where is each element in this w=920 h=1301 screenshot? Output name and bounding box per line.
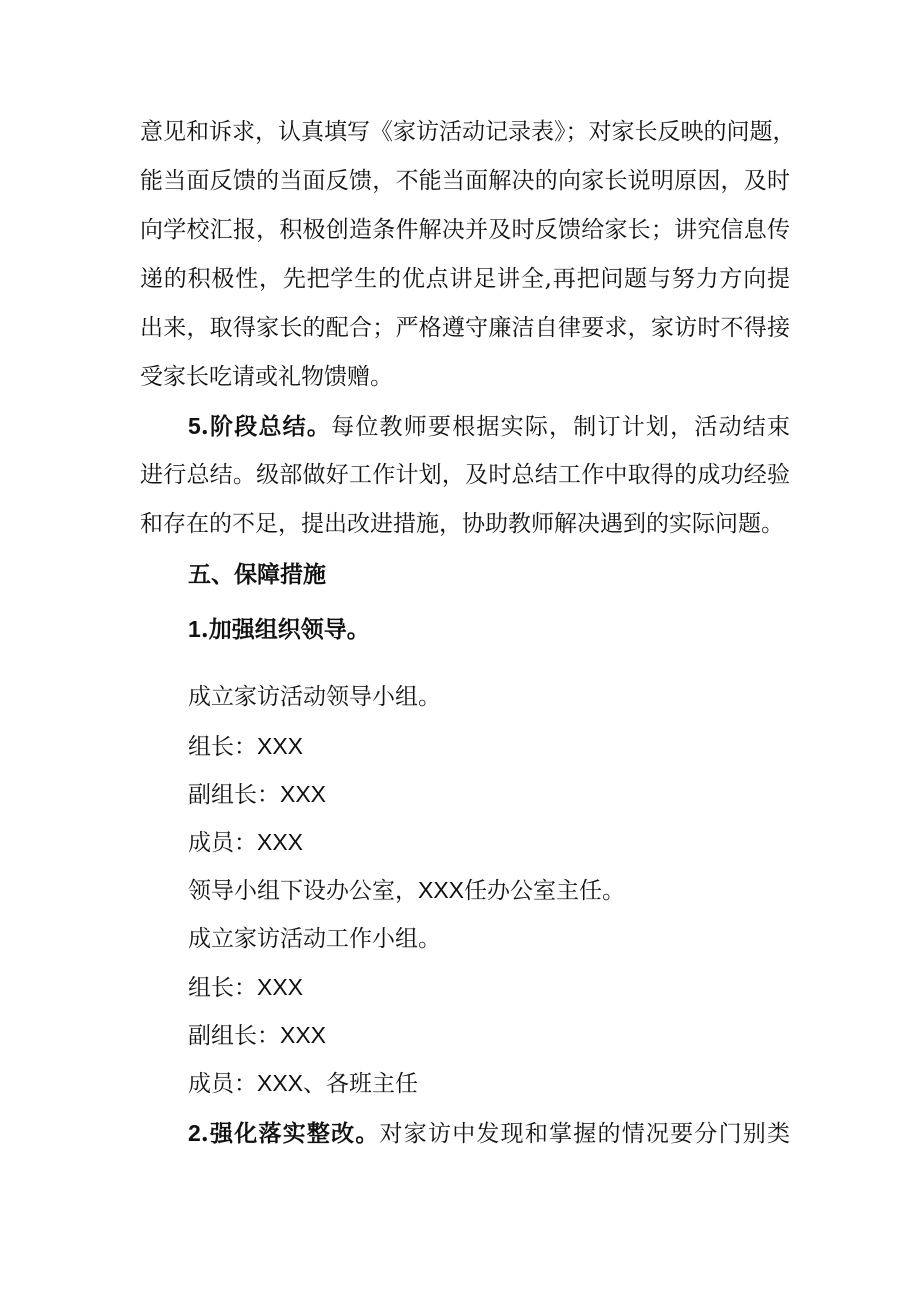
measure-2-number: 2 (188, 1120, 201, 1146)
paragraph-line: 和存在的不足，提出改进措施，协助教师解决遇到的实际问题。 (140, 511, 784, 537)
office-post: 任办公室主任。 (464, 878, 626, 904)
measure-2-text: 对家访中发现和掌握的情况要分门别类 (379, 1121, 791, 1147)
measure-2-title: .强化落实整改。 (200, 1120, 380, 1147)
deputy-label: 副组长： (188, 1023, 280, 1049)
leading-group-office (188, 875, 625, 906)
leader-label: 组长： (188, 975, 257, 1001)
leader-value: XXX (257, 974, 304, 1000)
paragraph-line: 向学校汇报，积极创造条件解决并及时反馈给家长；讲究信息传 (140, 217, 790, 243)
leading-group-leader (188, 731, 303, 762)
paragraph-line: 递的积极性，先把学生的优点讲足讲全,再把问题与努力方向提 (140, 266, 790, 292)
leading-group-deputy (188, 779, 326, 810)
deputy-value: XXX (280, 781, 327, 807)
leader-value: XXX (257, 733, 304, 759)
section-5-title: .阶段总结。 (200, 413, 332, 440)
paragraph-line: 意见和诉求，认真填写《家访活动记录表》；对家长反映的问题， (140, 119, 796, 145)
members-label: 成员： (188, 1071, 257, 1097)
paragraph-line: 受家长吃请或礼物馈赠。 (140, 364, 393, 390)
leading-group-intro: 成立家访活动领导小组。 (188, 684, 441, 710)
members-value: XXX (257, 829, 304, 855)
deputy-value: XXX (280, 1022, 327, 1048)
office-pre: 领导小组下设办公室， (188, 878, 418, 904)
deputy-label: 副组长： (188, 782, 280, 808)
working-group-deputy (188, 1020, 326, 1051)
leader-label: 组长： (188, 734, 257, 760)
section-heading: 五、保障措施 (188, 561, 326, 588)
measure-1-heading (188, 614, 370, 645)
office-name: XXX (418, 877, 465, 903)
members-label: 成员： (188, 830, 257, 856)
section-5-text: 每位教师要根据实际，制订计划，活动结束 (331, 414, 791, 440)
measure-1-number: 1 (188, 616, 201, 642)
paragraph-line: 能当面反馈的当面反馈，不能当面解决的向家长说明原因，及时 (140, 168, 790, 194)
section-5-first-line (188, 411, 790, 442)
measure-1-title: .加强组织领导。 (200, 616, 370, 643)
working-group-leader (188, 972, 303, 1003)
paragraph-line: 出来，取得家长的配合；严格遵守廉洁自律要求，家访时不得接 (140, 315, 790, 341)
paragraph-line: 进行总结。级部做好工作计划，及时总结工作中取得的成功经验 (140, 462, 790, 488)
section-5-number: 5 (188, 413, 201, 439)
working-group-intro: 成立家访活动工作小组。 (188, 926, 441, 952)
working-group-members (188, 1068, 418, 1099)
leading-group-members (188, 827, 303, 858)
measure-2-first-line (188, 1118, 790, 1149)
members-value: XXX、各班主任 (257, 1070, 419, 1096)
